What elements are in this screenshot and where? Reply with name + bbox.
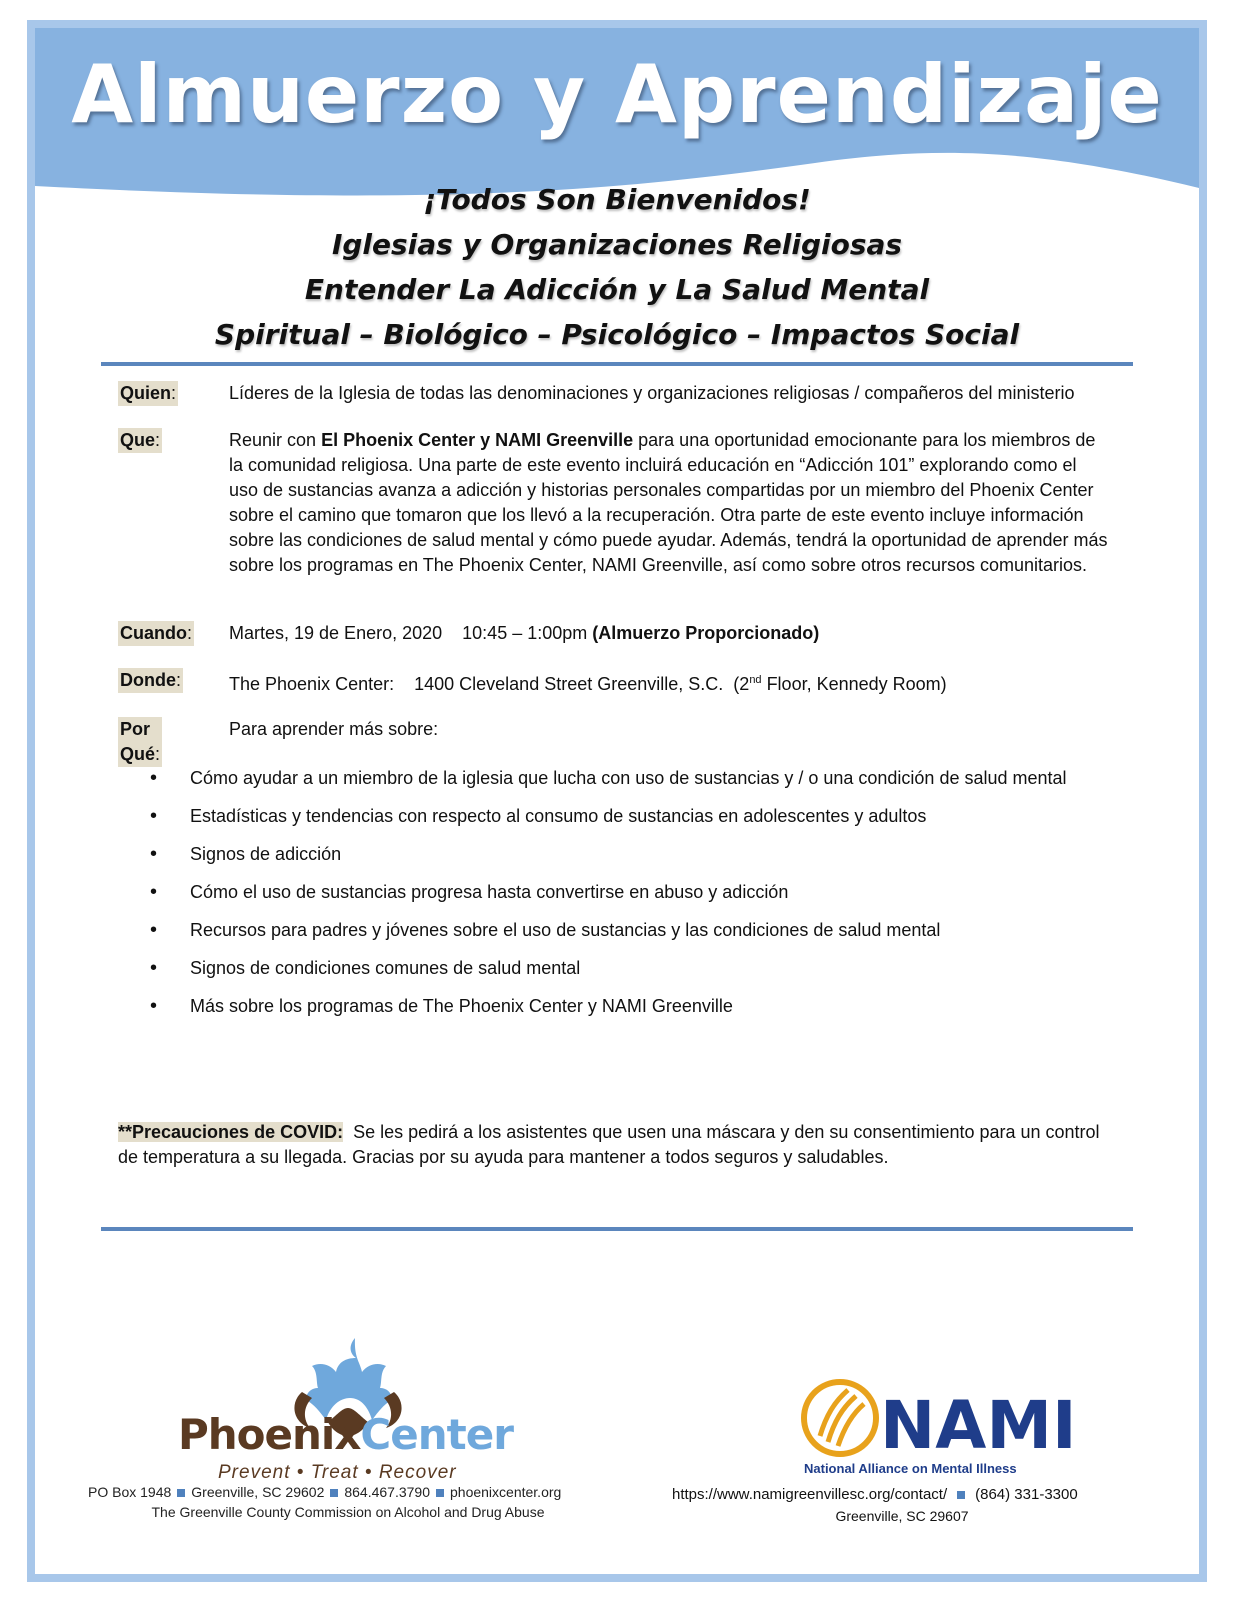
list-item: • Cómo el uso de sustancias progresa hasta convertirse en abuso y adicción (150, 880, 1150, 918)
covid-notice (118, 1120, 1118, 1170)
square-bullet-icon (330, 1489, 338, 1497)
subtitle-impacts: Spiritual – Biológico – Psicológico – Impactos Social (214, 318, 1020, 351)
covid-label: **Precauciones de COVID: (118, 1122, 344, 1142)
square-bullet-icon (436, 1489, 444, 1497)
page-title: Almuerzo y Aprendizaje (71, 48, 1163, 141)
donde-text: The Phoenix Center: 1400 Cleveland Street Greenville, S.C. (2nd Floor, Kennedy Room) (229, 674, 947, 694)
nami-url-link[interactable]: https://www.namigreenvillesc.org/contact/ (672, 1486, 948, 1503)
bottom-divider (101, 1227, 1133, 1231)
donde-label: Donde: (118, 668, 183, 693)
top-divider (101, 362, 1133, 366)
subtitle-audience: Iglesias y Organizaciones Religiosas (331, 228, 903, 261)
nami-subtitle: National Alliance on Mental Illness (804, 1461, 1017, 1476)
quien-label: Quien: (118, 381, 178, 406)
que-bold-orgs: El Phoenix Center y NAMI Greenville (321, 430, 634, 450)
phoenix-center-logo-text: PhoenixCenter (178, 1410, 513, 1459)
cuando-text: Martes, 19 de Enero, 2020 10:45 – 1:00pm (Almuerzo Proporcionado) (229, 623, 820, 643)
topics-list (150, 766, 1150, 1032)
phoenix-tagline: Prevent • Treat • Recover (218, 1462, 457, 1483)
cuando-label: Cuando: (118, 621, 194, 646)
phoenix-commission: The Greenville County Commission on Alcohol and Drug Abuse (151, 1504, 545, 1520)
nami-logo-icon (800, 1376, 1077, 1471)
svg-text:NAMI: NAMI (880, 1387, 1077, 1464)
que-text: Reunir con El Phoenix Center y NAMI Greenville para una oportunidad emocionante para los miembros de la comunidad religiosa. Una parte de este evento incluirá educación en “Adicción 101” explorando como el uso de sustancias avanza a adicción y historias personales compartidas por un miembro del Phoenix Center sobre el camino que tomaron que los llevó a la recuperación. Otra parte de este evento incluye información sobre las condiciones de salud mental y cómo puede ayudar. Además, tendrá la oportunidad de aprender más sobre los programas en The Phoenix Center, NAMI Greenville, así como sobre otros recursos comunitarios. (229, 430, 1108, 575)
subtitle-block (35, 177, 1199, 357)
list-item: • Signos de condiciones comunes de salud mental (150, 956, 1150, 994)
square-bullet-icon (177, 1489, 185, 1497)
list-item: • Estadísticas y tendencias con respecto al consumo de sustancias en adolescentes y adultos (150, 804, 1150, 842)
covid-text: Se les pedirá a los asistentes que usen una máscara y den su consentimiento para un control de temperatura a su llegada. Gracias por su ayuda para mantener a todos seguros y saludables. (118, 1122, 1100, 1167)
nami-contact-line: https://www.namigreenvillesc.org/contact/ (864) 331-3300 (672, 1486, 1078, 1503)
list-item: • Signos de adicción (150, 842, 1150, 880)
list-item: • Más sobre los programas de The Phoenix Center y NAMI Greenville (150, 994, 1150, 1032)
subtitle-welcome: ¡Todos Son Bienvenidos! (423, 183, 811, 216)
nami-city: Greenville, SC 29607 (835, 1508, 969, 1524)
phoenix-website: phoenixcenter.org (450, 1484, 562, 1500)
square-bullet-icon (957, 1491, 965, 1499)
list-item: • Cómo ayudar a un miembro de la iglesia que lucha con uso de sustancias y / o una condición de salud mental (150, 766, 1150, 804)
porque-label: Por Qué: (118, 717, 162, 767)
porque-text: Para aprender más sobre: (229, 719, 439, 739)
que-label: Que: (118, 428, 162, 453)
phoenix-contact-line: PO Box 1948 Greenville, SC 29602 864.467.3790 phoenixcenter.org (88, 1484, 562, 1500)
list-item: • Recursos para padres y jóvenes sobre el uso de sustancias y las condiciones de salud mental (150, 918, 1150, 956)
subtitle-topic: Entender La Adicción y La Salud Mental (304, 273, 930, 306)
quien-text: Líderes de la Iglesia de todas las denominaciones y organizaciones religiosas / compañeros del ministerio (229, 383, 1075, 403)
